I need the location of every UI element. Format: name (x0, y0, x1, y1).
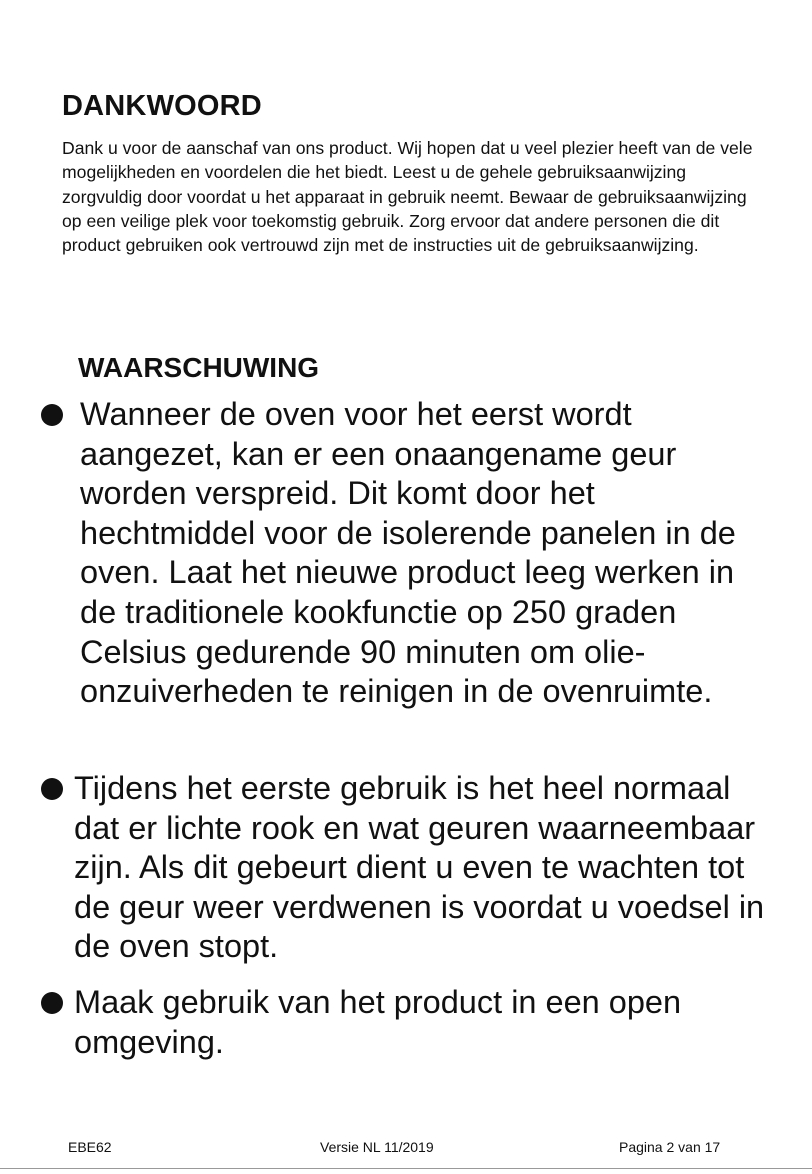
bullet-icon (41, 404, 63, 426)
bullet-icon (41, 992, 63, 1014)
warning-item-1: Wanneer de oven voor het eerst wordt aangezet, kan er een onaangename geur worden verspreid. Dit komt door het hechtmiddel voor de isolerende panelen in de oven. Laat het nieuwe product leeg werken in de traditionele kookfunctie op 250 graden Celsius gedurende 90 minuten om olie-onzuiverheden te reinigen in de ovenruimte. (80, 396, 736, 710)
bullet-icon (41, 778, 63, 800)
footer-model: EBE62 (68, 1139, 112, 1155)
warning-heading: WAARSCHUWING (78, 352, 320, 383)
warning-item-3: Maak gebruik van het product in een open omgeving. (74, 984, 682, 1060)
footer-page-number: Pagina 2 van 17 (619, 1139, 721, 1155)
footer-version: Versie NL 11/2019 (320, 1139, 434, 1155)
warning-item-2: Tijdens het eerste gebruik is het heel normaal dat er lichte rook en wat geuren waarneembaar zijn. Als dit gebeurt dient u even te wachten tot de geur weer verdwenen is voordat u voedsel in de oven stopt. (74, 770, 765, 965)
page-title: DANKWOORD (62, 90, 262, 122)
bottom-divider (0, 1168, 812, 1169)
intro-paragraph: Dank u voor de aanschaf van ons product. Wij hopen dat u veel plezier heeft van de vele mogelijkheden en voordelen die het biedt. Leest u de gehele gebruiksaanwijzing zorgvuldig door voordat u het apparaat in gebruik neemt. Bewaar de gebruiksaanwijzing op een veilige plek voor toekomstig gebruik. Zorg ervoor dat andere personen die dit product gebruiken ook vertrouwd zijn met de instructies uit de gebruiksaanwijzing. (62, 138, 753, 256)
